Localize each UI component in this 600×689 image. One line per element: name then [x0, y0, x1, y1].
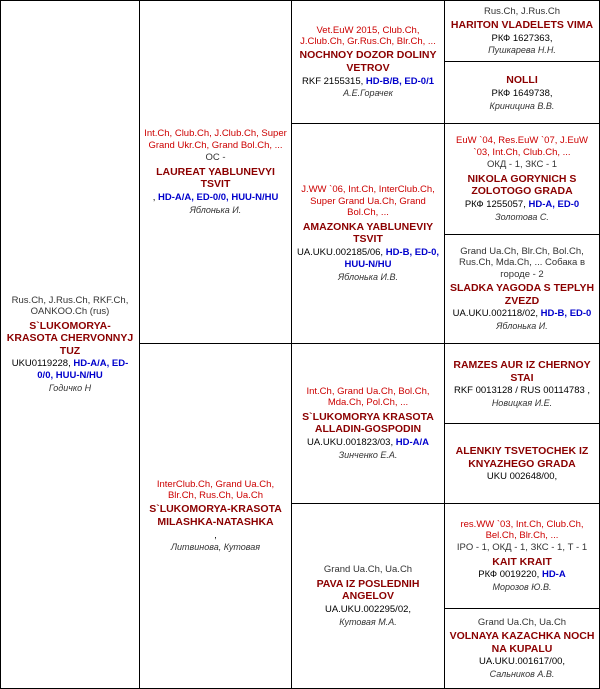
dam-reg-number: , [214, 529, 217, 541]
dam-name: S`LUKOMORYA-KRASOTA MILASHKA-NATASHKA [149, 503, 282, 528]
dog-reg-number: UKU0119228, [11, 358, 74, 370]
great-grandparent-7-owner: Морозов Ю.В. [492, 582, 552, 593]
pedigree-cell-great-grandparent-4 [445, 235, 600, 344]
great-grandparent-8-registration [479, 656, 565, 668]
great-grandparent-2-reg-number: РКФ 1649738, [491, 87, 553, 99]
grandparent-3-owner: Зинченко Е.А. [338, 449, 398, 460]
grandparent-2-owner: Яблонька И.В. [338, 271, 398, 282]
great-grandparent-8-owner: Сальников А.В. [489, 669, 555, 680]
grandparent-4-reg-number: UA.UKU.002295/02, [324, 603, 412, 615]
great-grandparent-8-titles-secondary: Grand Ua.Ch, Ua.Ch [477, 616, 567, 628]
great-grandparent-6-reg-number: UKU 002648/00, [486, 471, 558, 483]
pedigree-cell-great-grandparent-3 [445, 124, 600, 235]
pedigree-cell-great-grandparent-6 [445, 424, 600, 504]
sire-titles-secondary: ОС - [205, 152, 226, 164]
great-grandparent-8-reg-number: UA.UKU.001617/00, [478, 656, 566, 668]
grandparent-1-owner: А.Е.Горачек [343, 88, 393, 99]
dog-registration [5, 358, 135, 382]
grandparent-1-name: NOCHNOY DOZOR DOLINY VETROV [299, 49, 437, 74]
great-grandparent-3-owner: Золотова С. [495, 211, 549, 222]
great-grandparent-7-health-codes: HD-A [541, 569, 566, 581]
dam-owner: Литвинова, Кутовая [170, 542, 261, 553]
great-grandparent-4-owner: Яблонька И. [496, 321, 548, 332]
dog-titles-secondary: Rus.Ch, J.Rus.Ch, RKF.Ch, OANKOO.Ch (rus) [11, 294, 129, 318]
grandparent-3-titles: Int.Ch, Grand Ua.Ch, Bol.Ch, Mda.Ch, Pol.Ch, ... [306, 386, 430, 409]
great-grandparent-3-titles: EuW `04, Res.EuW `07, J.EuW `03, Int.Ch, Club.Ch, ... [456, 135, 588, 158]
pedigree-cell-dam [140, 344, 292, 689]
grandparent-4-name: PAVA IZ POSLEDNIH ANGELOV [316, 577, 420, 603]
grandparent-1-reg-number: RKF 2155315, [302, 75, 366, 87]
great-grandparent-6-registration [487, 471, 557, 483]
dam-titles: InterClub.Ch, Grand Ua.Ch, Blr.Ch, Rus.Ch, Ua.Ch [156, 478, 275, 501]
pedigree-column-generation-4 [445, 0, 600, 689]
great-grandparent-7-reg-number: РКФ 0019220, [478, 569, 542, 581]
pedigree-cell-grandparent-1 [292, 0, 445, 124]
pedigree-cell-great-grandparent-1 [445, 0, 600, 62]
dog-name: S`LUKOMORYA-KRASOTA CHERVONNYJ TUZ [6, 319, 134, 357]
pedigree-cell-grandparent-3 [292, 344, 445, 504]
great-grandparent-5-name: RAMZES AUR IZ CHERNOY STAI [453, 358, 591, 384]
great-grandparent-3-health-codes: HD-A, ED-0 [528, 198, 580, 210]
great-grandparent-3-registration [465, 199, 579, 211]
grandparent-4-titles-secondary: Grand Ua.Ch, Ua.Ch [323, 564, 413, 576]
great-grandparent-4-reg-number: UA.UKU.002118/02, [452, 308, 541, 320]
grandparent-3-reg-number: UA.UKU.001823/03, [307, 437, 396, 449]
great-grandparent-5-reg-number: RKF 0013128 / RUS 00114783 , [453, 385, 591, 397]
great-grandparent-5-owner: Новицкая И.Е. [491, 398, 553, 409]
great-grandparent-2-registration [491, 88, 552, 100]
great-grandparent-4-titles-secondary: Grand Ua.Ch, Blr.Ch, Bol.Ch, Rus.Ch, Mda.Ch, ... Собака в городе - 2 [458, 245, 586, 280]
grandparent-3-name: S`LUKOMORYA KRASOTA ALLADIN-GOSPODIN [302, 410, 434, 436]
great-grandparent-2-owner: Криницина В.В. [489, 100, 555, 111]
pedigree-cell-sire [140, 0, 292, 344]
grandparent-2-health-codes: HD-B, ED-0, HUU-N/HU [344, 246, 440, 270]
great-grandparent-3-reg-number: РКФ 1255057, [464, 198, 529, 210]
grandparent-4-owner: Кутовая М.А. [339, 616, 397, 627]
great-grandparent-3-titles-secondary: ОКД - 1, ЗКС - 1 [486, 159, 558, 171]
grandparent-1-titles: Vet.EuW 2015, Club.Ch, J.Club.Ch, Gr.Rus.Ch, Blr.Ch, ... [300, 24, 436, 47]
great-grandparent-7-name: KAIT KRAIT [492, 555, 552, 568]
sire-titles: Int.Ch, Club.Ch, J.Club.Ch, Super Grand Ukr.Ch, Grand Bol.Ch, ... [144, 128, 287, 151]
pedigree-cell-great-grandparent-5 [445, 344, 600, 424]
great-grandparent-4-health-codes: HD-B, ED-0 [540, 308, 592, 320]
pedigree-cell-grandparent-2 [292, 124, 445, 344]
great-grandparent-7-titles: res.WW `03, Int.Ch, Club.Ch, Bel.Ch, Blr.Ch, ... [460, 518, 584, 542]
dog-owner: Годичко Н [48, 383, 92, 394]
great-grandparent-1-owner: Пушкарева Н.Н. [488, 45, 556, 56]
pedigree-column-generation-1 [0, 0, 140, 689]
grandparent-3-health-codes: HD-A/A [395, 437, 429, 449]
great-grandparent-2-name: NOLLI [506, 74, 538, 87]
great-grandparent-1-name: HARITON VLADELETS VIMA [450, 18, 594, 31]
sire-reg-number: , [152, 191, 158, 203]
great-grandparent-3-name: NIKOLA GORYNICH S ZOLOTOGO GRADA [467, 172, 577, 198]
pedigree-column-generation-3 [292, 0, 445, 689]
grandparent-1-registration [302, 76, 434, 88]
grandparent-1-health-codes: HD-B/B, ED-0/1 [365, 75, 434, 87]
great-grandparent-8-name: VOLNAYA KAZACHKA NOCH NA KUPALU [449, 630, 595, 655]
sire-registration [153, 192, 279, 204]
great-grandparent-1-registration [491, 33, 552, 45]
sire-owner: Яблонька И. [189, 204, 242, 215]
great-grandparent-7-registration [478, 569, 565, 581]
great-grandparent-6-name: ALENKIY TSVETOCHEK IZ KNYAZHEGO GRADA [455, 444, 589, 470]
grandparent-2-reg-number: UA.UKU.002185/06, [296, 246, 386, 258]
pedigree-cell-great-grandparent-8 [445, 609, 600, 689]
great-grandparent-1-reg-number: РКФ 1627363, [491, 32, 553, 44]
sire-name: LAUREAT YABLUNEVYI TSVIT [156, 165, 275, 191]
pedigree-column-generation-2 [140, 0, 292, 689]
great-grandparent-7-titles-secondary: IPO - 1, ОКД - 1, ЗКС - 1, Т - 1 [456, 542, 588, 554]
sire-health-codes: HD-A/A, ED-0/0, HUU-N/HU [157, 191, 279, 203]
great-grandparent-4-registration [453, 308, 592, 320]
great-grandparent-4-name: SLADKA YAGODA S TEPLYH ZVEZD [449, 282, 595, 307]
grandparent-2-titles: J.WW `06, Int.Ch, InterClub.Ch, Super Grand Ua.Ch, Grand Bol.Ch, ... [301, 184, 435, 219]
pedigree-cell-grandparent-4 [292, 504, 445, 689]
grandparent-2-registration [296, 247, 440, 271]
pedigree-cell-great-grandparent-7 [445, 504, 600, 609]
grandparent-4-registration [325, 604, 411, 616]
dog-health-codes: HD-A/A, ED-0/0, HUU-N/HU [37, 358, 129, 382]
pedigree-cell-dog [0, 0, 140, 689]
pedigree-cell-great-grandparent-2 [445, 62, 600, 124]
grandparent-2-name: AMAZONKA YABLUNEVIY TSVIT [302, 220, 434, 246]
great-grandparent-5-registration [454, 385, 590, 397]
dam-registration [214, 530, 217, 542]
great-grandparent-1-titles-secondary: Rus.Ch, J.Rus.Ch [483, 5, 561, 17]
grandparent-3-registration [307, 437, 429, 449]
